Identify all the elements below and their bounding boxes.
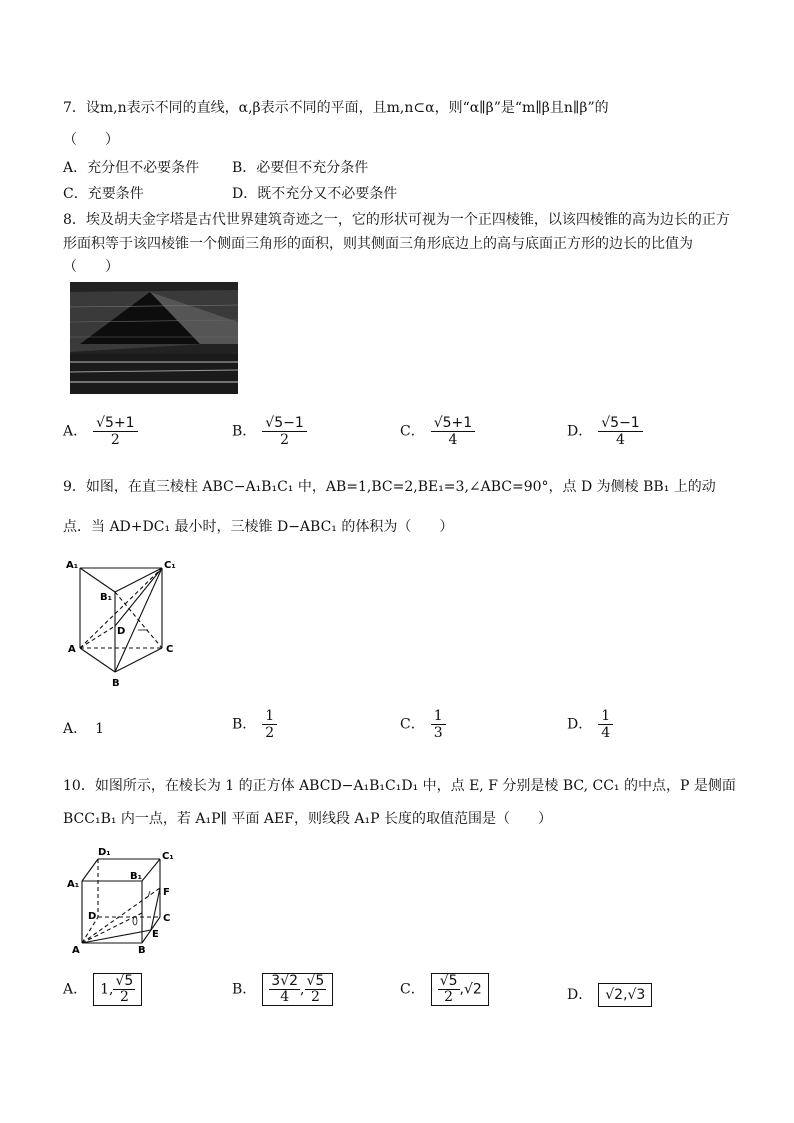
q8-option-b: B． $\frac{√5-1}{2}$ xyxy=(232,415,307,448)
q9-stem-line2: 点．当 AD+DC₁ 最小时，三棱锥 D−ABC₁ 的体积为（ ） xyxy=(63,519,454,535)
label-c1: C₁ xyxy=(164,560,176,571)
label-a1: A₁ xyxy=(67,879,80,890)
label-a: A xyxy=(68,644,76,655)
cube-figure xyxy=(64,843,184,958)
q9-option-c: C． $\frac{1}{3}$ xyxy=(400,708,446,741)
q10-option-b: B． $\frac{3√2}{4}$ , $\frac{√5}{2}$ xyxy=(232,973,333,1006)
label-f: F xyxy=(163,887,170,898)
label-b1: B₁ xyxy=(100,592,113,603)
q8-stem-line2: 形面积等于该四棱锥一个侧面三角形的面积，则其侧面三角形底边上的高与底面正方形的边长的比值为 xyxy=(63,236,693,252)
q10-option-d: D． √2,√3 xyxy=(567,983,652,1007)
label-a1: A₁ xyxy=(66,560,79,571)
q9-stem-line1: 9．如图，在直三棱柱 ABC−A₁B₁C₁ 中，AB=1,BC=2,BE₁=3,∠ABC=90°，点 D 为侧棱 BB₁ 上的动 xyxy=(63,479,716,495)
q7-option-c: C．充要条件 xyxy=(63,186,144,202)
label-d1: D₁ xyxy=(98,847,111,858)
label-c: C xyxy=(166,644,174,655)
label-d: D xyxy=(88,911,97,922)
q7-option-d: D．既不充分又不必要条件 xyxy=(232,186,398,202)
q8-paren: （ ） xyxy=(63,259,119,275)
label-c: C xyxy=(163,913,171,924)
q10-option-c: C． $\frac{√5}{2}$ ,√2 xyxy=(400,973,489,1006)
q10-option-a: A． 1, $\frac{√5}{2}$ xyxy=(63,973,142,1006)
q9-option-d: D． $\frac{1}{4}$ xyxy=(567,708,613,741)
pyramid-photo xyxy=(70,282,238,394)
q7-paren: （ ） xyxy=(63,132,119,148)
label-e: E xyxy=(152,929,159,940)
q10-stem-line2: BCC₁B₁ 内一点，若 A₁P∥ 平面 AEF，则线段 A₁P 长度的取值范围是（ ） xyxy=(63,811,552,827)
prism-figure xyxy=(62,556,192,691)
label-c1: C₁ xyxy=(162,851,174,862)
label-b: B xyxy=(112,678,120,689)
label-a: A xyxy=(72,945,80,956)
q7-stem: 7．设m,n表示不同的直线，α,β表示不同的平面，且m,n⊂α，则“α∥β”是“m∥β且n∥β”的 xyxy=(63,100,609,116)
q10-stem-line1: 10．如图所示，在棱长为 1 的正方体 ABCD−A₁B₁C₁D₁ 中，点 E, F 分别是棱 BC, CC₁ 的中点，P 是侧面 xyxy=(63,778,736,794)
q7-option-a: A．充分但不必要条件 xyxy=(63,160,200,176)
q8-option-d: D． $\frac{√5-1}{4}$ xyxy=(567,415,643,448)
q9-option-b: B． $\frac{1}{2}$ xyxy=(232,708,277,741)
q8-stem-line1: 8．埃及胡夫金字塔是古代世界建筑奇迹之一，它的形状可视为一个正四棱锥，以该四棱锥的高为边长的正方 xyxy=(63,212,730,228)
q8-option-a: A． $\frac{√5+1}{2}$ xyxy=(63,415,138,448)
q9-option-a: A． 1 xyxy=(63,721,105,737)
label-d: D xyxy=(117,626,126,637)
q7-option-b: B．必要但不充分条件 xyxy=(232,160,369,176)
label-b: B xyxy=(138,945,146,956)
q8-option-c: C． $\frac{√5+1}{4}$ xyxy=(400,415,475,448)
label-b1: B₁ xyxy=(130,871,143,882)
